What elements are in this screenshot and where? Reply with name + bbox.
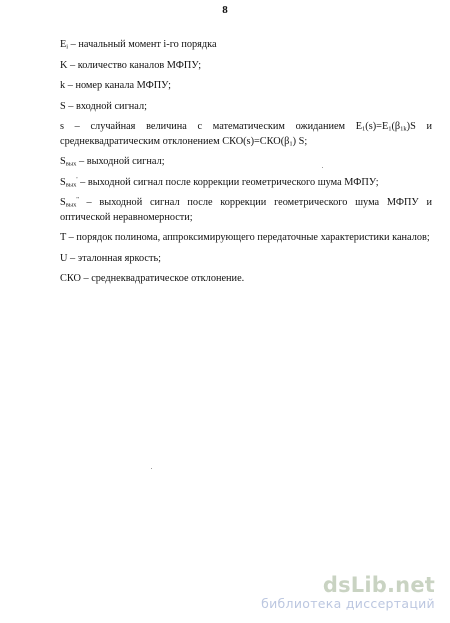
definition-part: (β xyxy=(391,121,401,132)
subscript: 1 xyxy=(388,125,392,133)
subscript: 1 xyxy=(289,140,293,147)
subscript: 1k xyxy=(400,125,407,133)
symbols-list xyxy=(60,38,432,293)
entry-s-out-double-prime xyxy=(60,196,432,225)
symbol: S xyxy=(60,100,66,112)
symbol: U xyxy=(60,252,68,264)
site-watermark xyxy=(261,574,435,611)
definition: – выходной сигнал после коррекции геометрического шума МФПУ; xyxy=(77,176,379,188)
symbol: S xyxy=(60,176,66,188)
symbol: E xyxy=(60,39,67,50)
definition-part: s – случайная величина с математическим ожиданием E xyxy=(60,121,363,132)
page-number: 8 xyxy=(222,4,228,16)
symbol-subscript: i xyxy=(66,43,69,51)
symbol: S xyxy=(60,197,66,208)
scan-speck xyxy=(151,468,152,469)
definition-part: )S и среднеквадратическим отклонением СКО(s)=СКО(β xyxy=(60,121,432,147)
symbol: S xyxy=(60,156,66,167)
entry-ei xyxy=(60,38,432,53)
definition-part: (s)=E xyxy=(365,121,389,132)
definition-part: ) S; xyxy=(292,135,308,147)
symbol: T xyxy=(60,232,67,243)
entry-u xyxy=(60,252,432,267)
subscript: 1 xyxy=(362,125,366,133)
entry-s-out-prime xyxy=(60,176,432,191)
watermark-logo: dsLib.net xyxy=(322,573,435,597)
entry-k-lower xyxy=(60,79,432,94)
entry-t xyxy=(60,231,432,246)
symbol: СКО xyxy=(60,273,81,284)
entry-k-upper xyxy=(60,59,432,74)
definition: – эталонная яркость; xyxy=(67,252,162,264)
definition: – среднеквадратическое отклонение. xyxy=(80,273,245,284)
symbol-superscript: '' xyxy=(76,196,79,203)
symbol: k xyxy=(60,80,66,91)
definition: – выходной сигнал после коррекции геометрического шума МФПУ и оптической неравномерности; xyxy=(60,197,432,223)
definition: – количество каналов МФПУ; xyxy=(67,59,202,71)
definition: – входной сигнал; xyxy=(65,100,147,112)
symbol-subscript: вых xyxy=(65,160,77,168)
entry-s-out xyxy=(60,155,432,170)
definition: – выходной сигнал; xyxy=(76,156,165,167)
definition: – номер канала МФПУ; xyxy=(65,80,171,91)
symbol: K xyxy=(60,59,68,71)
definition: – начальный момент i-го порядка xyxy=(68,39,217,50)
symbol-superscript: ' xyxy=(76,175,78,183)
entry-sko xyxy=(60,272,432,287)
symbol-subscript: вых xyxy=(65,201,77,209)
scan-speck xyxy=(322,167,323,168)
definition: – порядок полинома, аппроксимирующего передаточные характеристики каналов; xyxy=(66,232,430,243)
watermark-subtitle: библиотека диссертаций xyxy=(261,596,435,611)
entry-s-lower xyxy=(60,120,432,149)
symbol-subscript: вых xyxy=(65,181,77,188)
entry-s-upper xyxy=(60,100,432,115)
